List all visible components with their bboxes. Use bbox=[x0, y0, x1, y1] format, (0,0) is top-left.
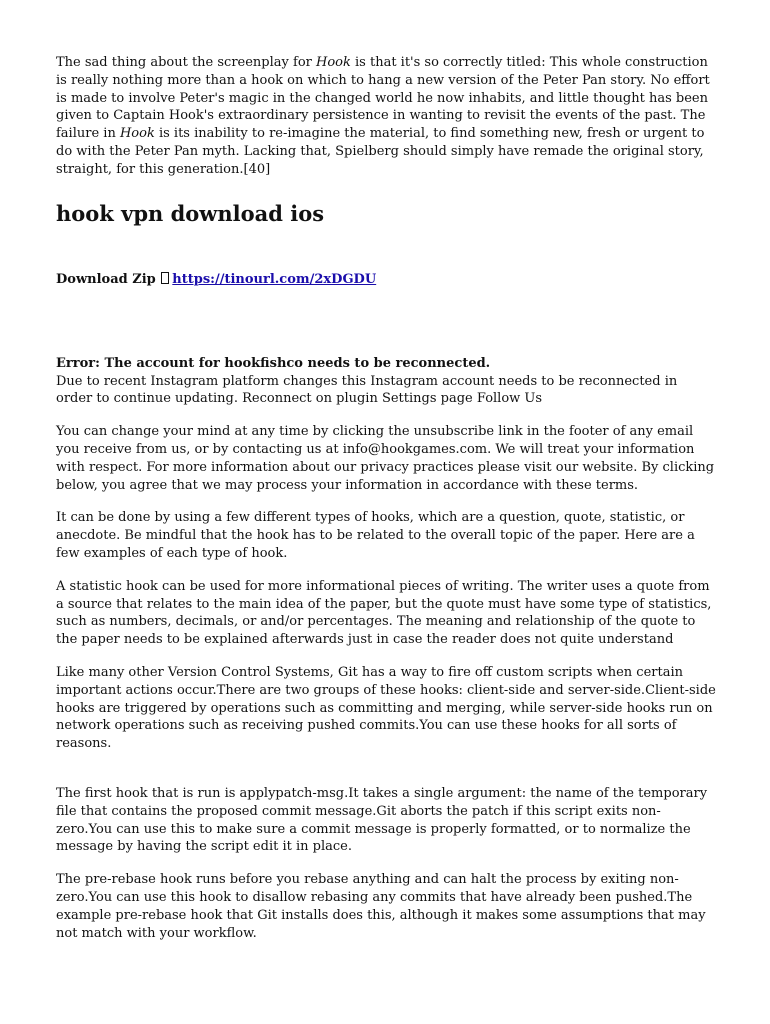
intro-text-1: The sad thing about the screenplay for bbox=[56, 55, 316, 70]
document-page bbox=[56, 54, 716, 942]
paragraph-privacy: You can change your mind at any time by clicking the unsubscribe link in the footer of any email you receive from us, or by contacting us at info@hookgames.com. We will treat your information with respect. For more information about our privacy practices please visit our website. By clicking below, you agree that we may process your information in accordance with these terms. bbox=[56, 424, 715, 493]
error-body: Due to recent Instagram platform changes this Instagram account needs to be reconnected in order to continue updating. Reconnect on plugin Settings page Follow Us bbox=[56, 373, 678, 407]
page-heading: hook vpn download ios bbox=[56, 200, 325, 226]
paragraph-statistic-hook: A statistic hook can be used for more informational pieces of writing. The writer uses a quote from a source that relates to the main idea of the paper, but the quote must have some type of statistics, such as numbers, decimals, or and/or percentages. The meaning and relationship of the quote to the paper needs to be explained afterwards just in case the reader does not quite understand bbox=[56, 578, 712, 648]
intro-title-1: Hook bbox=[316, 55, 351, 70]
intro-paragraph bbox=[56, 54, 716, 179]
paragraph-git-hooks: Like many other Version Control Systems, Git has a way to fire off custom scripts when certain important actions occur.There are two groups of these hooks: client-side and server-side.Client-side hooks are triggered by operations such as committing and merging, while server-side hooks run on network operations such as receiving pushed commits.You can use these hooks for all sorts of reasons. bbox=[56, 664, 716, 752]
download-link[interactable]: https://tinourl.com/2xDGDU bbox=[172, 271, 377, 287]
download-line bbox=[56, 271, 716, 289]
paragraph-hook-types: It can be done by using a few different types of hooks, which are a question, quote, statistic, or anecdote. Be mindful that the hook has to be related to the overall topic of the paper. Here are a few examples of each type of hook. bbox=[56, 510, 695, 561]
intro-text-3: is its inability to re-imagine the material, to find something new, fresh or urgent to do with the Peter Pan myth. Lacking that, Spielberg should simply have remade the original story, straight, for this generation.[40] bbox=[56, 126, 705, 177]
error-title: Error: The account for hookfishco needs to be reconnected. bbox=[56, 355, 491, 371]
paragraph-pre-rebase: The pre-rebase hook runs before you rebase anything and can halt the process by exiting non-zero.You can use this hook to disallow rebasing any commits that have already been pushed.The example pre-rebase hook that Git installs does this, although it makes some assumptions that may not match with your workflow. bbox=[56, 872, 706, 941]
missing-glyph-icon bbox=[161, 272, 169, 284]
intro-text-2: is that it's so correctly titled: This whole construction is really nothing more than a hook on which to hang a new version of the Peter Pan story. No effort is made to involve Peter's magic in the changed world he now inhabits, and little thought has been given to Captain Hook's extraordinary persistence in wanting to revisit the events of the past. The failure in bbox=[56, 55, 710, 142]
download-label: Download Zip bbox=[56, 271, 156, 287]
paragraph-applypatch: The first hook that is run is applypatch-msg.It takes a single argument: the name of the temporary file that contains the proposed commit message.Git aborts the patch if this script exits non-zero.You can use this to make sure a commit message is properly formatted, or to normalize the message by having the script edit it in place. bbox=[56, 785, 708, 855]
intro-title-2: Hook bbox=[119, 126, 155, 142]
